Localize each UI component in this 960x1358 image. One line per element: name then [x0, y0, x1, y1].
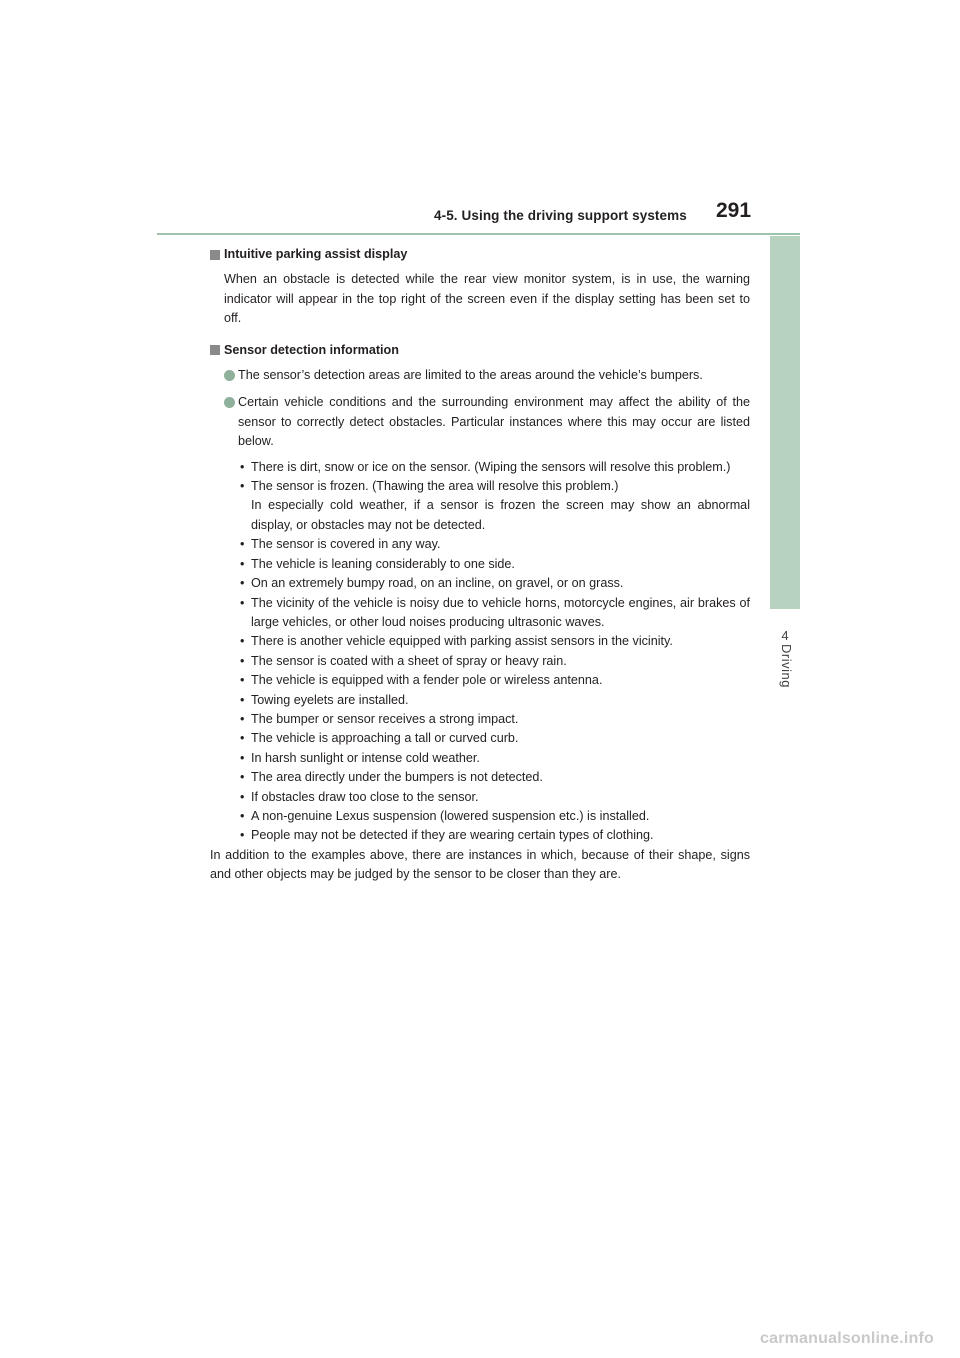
list-item [240, 788, 750, 807]
list-item [240, 652, 750, 671]
list-item-text: There is dirt, snow or ice on the sensor. (Wiping the sensors will resolve this problem.) [251, 459, 731, 474]
list-item-text: The bumper or sensor receives a strong impact. [251, 711, 519, 726]
sensor-heading-text: Sensor detection information [224, 342, 399, 357]
display-heading [210, 245, 750, 264]
dot-marker: • [240, 459, 245, 474]
list-item-text: A non-genuine Lexus suspension (lowered suspension etc.) is installed. [251, 808, 650, 823]
sensor-heading [210, 341, 750, 360]
header-rule [157, 233, 800, 235]
list-item-text: Towing eyelets are installed. [251, 692, 409, 707]
dot-marker: • [240, 692, 245, 707]
dot-marker: • [240, 479, 245, 494]
dot-marker: • [240, 770, 245, 785]
closing-paragraph: In addition to the examples above, there are instances in which, because of their shape, signs and other objects may be judged by the sensor to be closer than they are. [210, 847, 750, 882]
list-item [240, 632, 750, 651]
list-item-text: The vicinity of the vehicle is noisy due to vehicle horns, motorcycle engines, air brakes of large vehicles, or other loud noises producing ultrasonic waves. [251, 595, 750, 629]
list-item-text: People may not be detected if they are wearing certain types of clothing. [251, 828, 654, 843]
list-item [240, 535, 750, 554]
dot-marker: • [240, 828, 245, 843]
display-heading-text: Intuitive parking assist display [224, 247, 408, 261]
list-item [240, 477, 750, 496]
dot-marker: • [240, 595, 245, 610]
dot-marker: • [240, 750, 245, 765]
list-item-text: The sensor is covered in any way. [251, 537, 441, 552]
dot-marker: • [240, 556, 245, 571]
list-item-text: The vehicle is leaning considerably to one side. [251, 556, 515, 571]
list-item-text: The sensor is frozen. (Thawing the area will resolve this problem.) [251, 479, 619, 494]
list-item [240, 768, 750, 787]
sensor-point-1-text: The sensor’s detection areas are limited to the areas around the vehicle’s bumpers. [238, 368, 703, 383]
list-item-text: The area directly under the bumpers is not detected. [251, 770, 543, 785]
dot-marker: • [240, 731, 245, 746]
dot-marker: • [240, 576, 245, 591]
sensor-point-2 [224, 393, 750, 451]
chapter-number: 4 [781, 628, 789, 643]
watermark: carmanualsonline.info [760, 1330, 935, 1347]
condition-list [240, 458, 750, 846]
list-item [240, 671, 750, 690]
list-item-text: The vehicle is equipped with a fender pole or wireless antenna. [251, 673, 603, 688]
dot-marker: • [240, 789, 245, 804]
dot-marker: • [240, 537, 245, 552]
list-item [240, 749, 750, 768]
chapter-side-tab [770, 236, 800, 609]
list-item-text: The sensor is coated with a sheet of spray or heavy rain. [251, 653, 567, 668]
spacer [224, 329, 750, 341]
list-item [240, 807, 750, 826]
list-item [240, 594, 750, 633]
list-item [240, 710, 750, 729]
list-item-text: In harsh sunlight or intense cold weather. [251, 750, 480, 765]
dot-marker: • [240, 808, 245, 823]
list-item-text: There is another vehicle equipped with parking assist sensors in the vicinity. [251, 634, 673, 649]
page-content [210, 245, 750, 885]
dot-marker: • [240, 673, 245, 688]
page-number: 291 [716, 199, 752, 222]
dot-marker: • [240, 711, 245, 726]
sensor-point-1 [224, 366, 750, 385]
circle-bullet-icon [224, 397, 235, 408]
list-item [240, 555, 750, 574]
dot-marker: • [240, 653, 245, 668]
display-body: When an obstacle is detected while the rear view monitor system, is in use, the warning indicator will appear in the top right of the screen even if the display setting has been set to off. [224, 272, 750, 326]
circle-bullet-icon [224, 370, 235, 381]
chapter-label: Driving [779, 644, 794, 688]
spacer [224, 385, 750, 393]
list-item [240, 458, 750, 477]
list-item [240, 574, 750, 593]
square-bullet-icon [210, 345, 220, 355]
sensor-point-2-text: Certain vehicle conditions and the surrounding environment may affect the ability of the sensor to correctly detect obstacles. Particular instances where this may occur are listed below. [238, 395, 750, 449]
list-item-text: The vehicle is approaching a tall or curved curb. [251, 731, 519, 746]
list-item [240, 691, 750, 710]
list-item-text: If obstacles draw too close to the sensor. [251, 789, 479, 804]
dot-marker: • [240, 634, 245, 649]
square-bullet-icon [210, 250, 220, 260]
list-item [240, 826, 750, 845]
list-item [240, 729, 750, 748]
section-header-title: 4-5. Using the driving support systems [434, 208, 687, 223]
frozen-note: In especially cold weather, if a sensor is frozen the screen may show an abnormal display, or obstacles may not be detected. [251, 498, 750, 532]
list-item-text: On an extremely bumpy road, on an incline, on gravel, or on grass. [251, 576, 624, 591]
